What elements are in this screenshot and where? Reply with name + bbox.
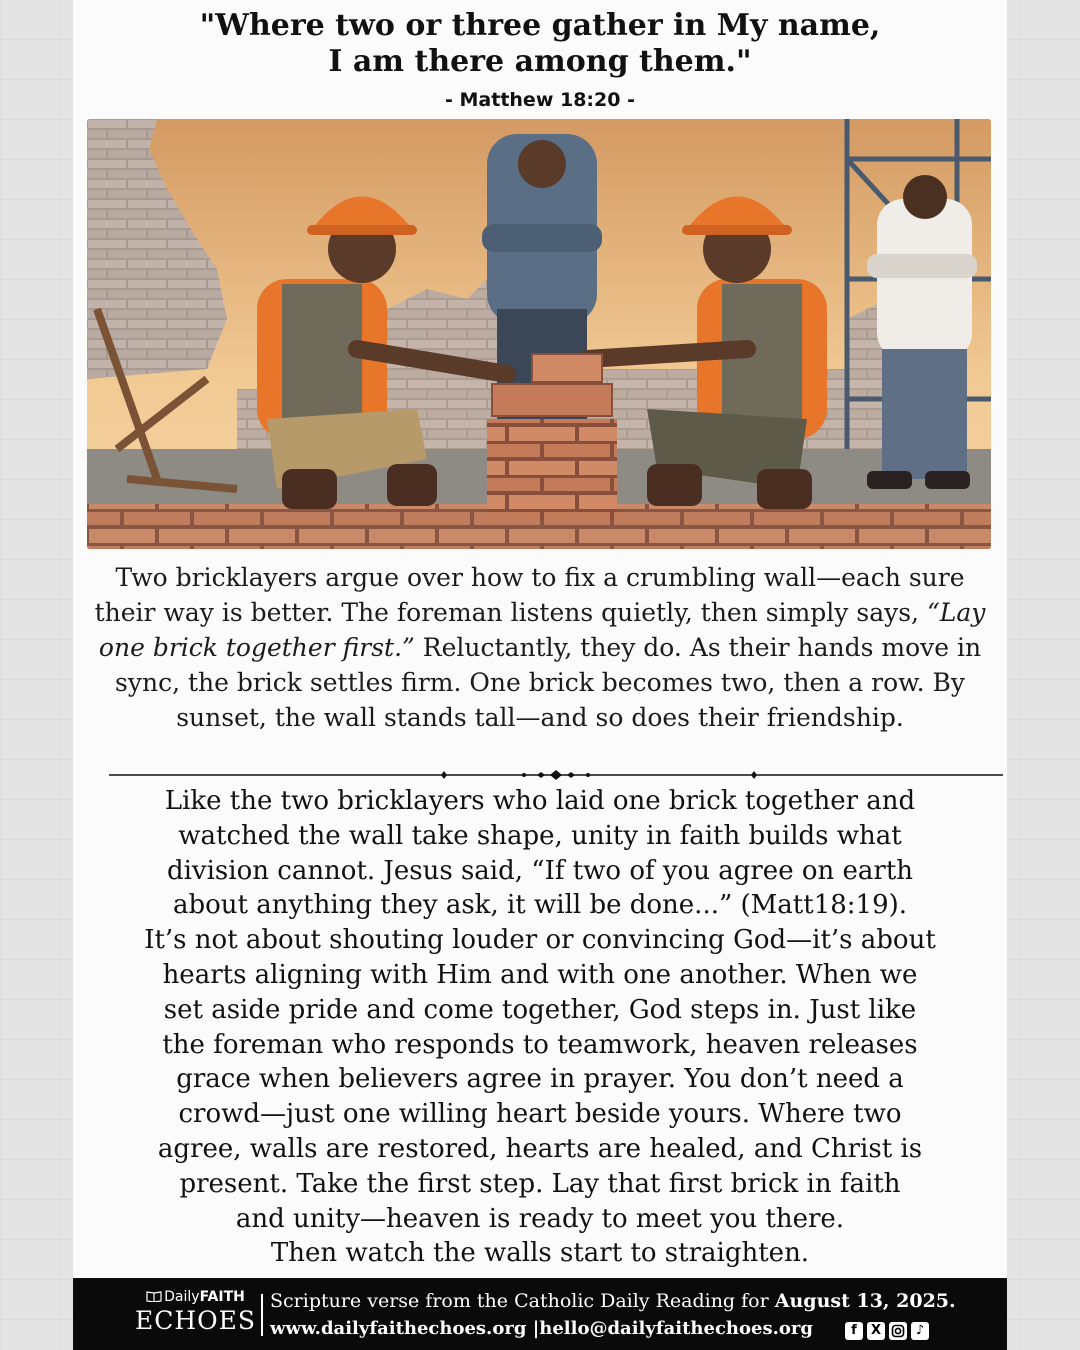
story-text-part-1: Two bricklayers argue over how to fix a crumbling wall—each sure their way is better. The foreman listens quietly, then simply says, bbox=[94, 563, 965, 627]
footer-separator bbox=[261, 1294, 263, 1336]
contact-line bbox=[270, 1318, 813, 1339]
verse-line-1: "Where two or three gather in My name, bbox=[199, 8, 881, 43]
scripture-text: Scripture verse from the Catholic Daily Reading for bbox=[270, 1290, 775, 1312]
reflection-line: grace when believers agree in prayer. You don’t need a bbox=[176, 1064, 904, 1095]
story-quote: “Lay one brick together first.” bbox=[98, 598, 986, 662]
reflection-line: about anything they ask, it will be done...” (Matt18:19). bbox=[172, 890, 908, 921]
verse-reference: - Matthew 18:20 - bbox=[445, 89, 635, 111]
footer-bar bbox=[73, 1278, 1007, 1350]
reflection-line: division cannot. Jesus said, “If two of you agree on earth bbox=[166, 855, 914, 886]
brand-echoes: ECHOES bbox=[134, 1306, 257, 1335]
devotional-card bbox=[73, 0, 1007, 1350]
facebook-icon[interactable]: f bbox=[845, 1322, 863, 1340]
book-icon bbox=[146, 1290, 162, 1302]
reflection-line: Then watch the walls start to straighten. bbox=[270, 1238, 810, 1269]
bricklayers-scene-image bbox=[87, 119, 991, 549]
story-paragraph bbox=[93, 560, 987, 735]
brand-faith: FAITH bbox=[199, 1289, 245, 1305]
bricklayers-illustration bbox=[87, 119, 991, 549]
x-icon[interactable]: X bbox=[867, 1322, 885, 1340]
reflection-line: set aside pride and come together, God steps in. Just like bbox=[163, 994, 917, 1025]
brand-daily: Daily bbox=[164, 1289, 200, 1305]
reflection-line: hearts aligning with Him and with one another. When we bbox=[162, 959, 918, 990]
email-link[interactable]: |hello@dailyfaithechoes.org bbox=[532, 1318, 813, 1339]
website-link[interactable]: www.dailyfaithechoes.org bbox=[270, 1318, 527, 1339]
reflection-line: watched the wall take shape, unity in faith builds what bbox=[178, 820, 902, 851]
verse-quote bbox=[73, 8, 1007, 80]
reflection-line: Like the two bricklayers who laid one brick together and bbox=[164, 786, 916, 816]
reflection-paragraph bbox=[83, 784, 997, 1271]
reflection-line: present. Take the first step. Lay that first brick in faith bbox=[179, 1168, 901, 1199]
scripture-note bbox=[270, 1290, 956, 1312]
instagram-icon[interactable] bbox=[889, 1322, 907, 1340]
reflection-line: and unity—heaven is ready to meet you there. bbox=[235, 1203, 845, 1234]
reflection-line: agree, walls are restored, hearts are healed, and Christ is bbox=[157, 1133, 923, 1164]
verse-line-2: I am there among them." bbox=[328, 44, 752, 79]
ornamental-divider bbox=[109, 768, 1003, 782]
brand-logo bbox=[133, 1288, 258, 1342]
story-text-part-2: Reluctantly, they do. As their hands move in sync, the brick settles firm. One brick becomes two, then a row. By sunset, the wall stands tall—and so does their friendship. bbox=[115, 633, 982, 732]
social-icons bbox=[845, 1322, 929, 1340]
reading-date: August 13, 2025. bbox=[774, 1290, 956, 1312]
reflection-line: It’s not about shouting louder or convincing God—it’s about bbox=[144, 925, 936, 956]
tiktok-icon[interactable]: ♪ bbox=[911, 1322, 929, 1340]
reflection-line: the foreman who responds to teamwork, heaven releases bbox=[162, 1029, 918, 1060]
reflection-line: crowd—just one willing heart beside yours. Where two bbox=[178, 1099, 902, 1130]
